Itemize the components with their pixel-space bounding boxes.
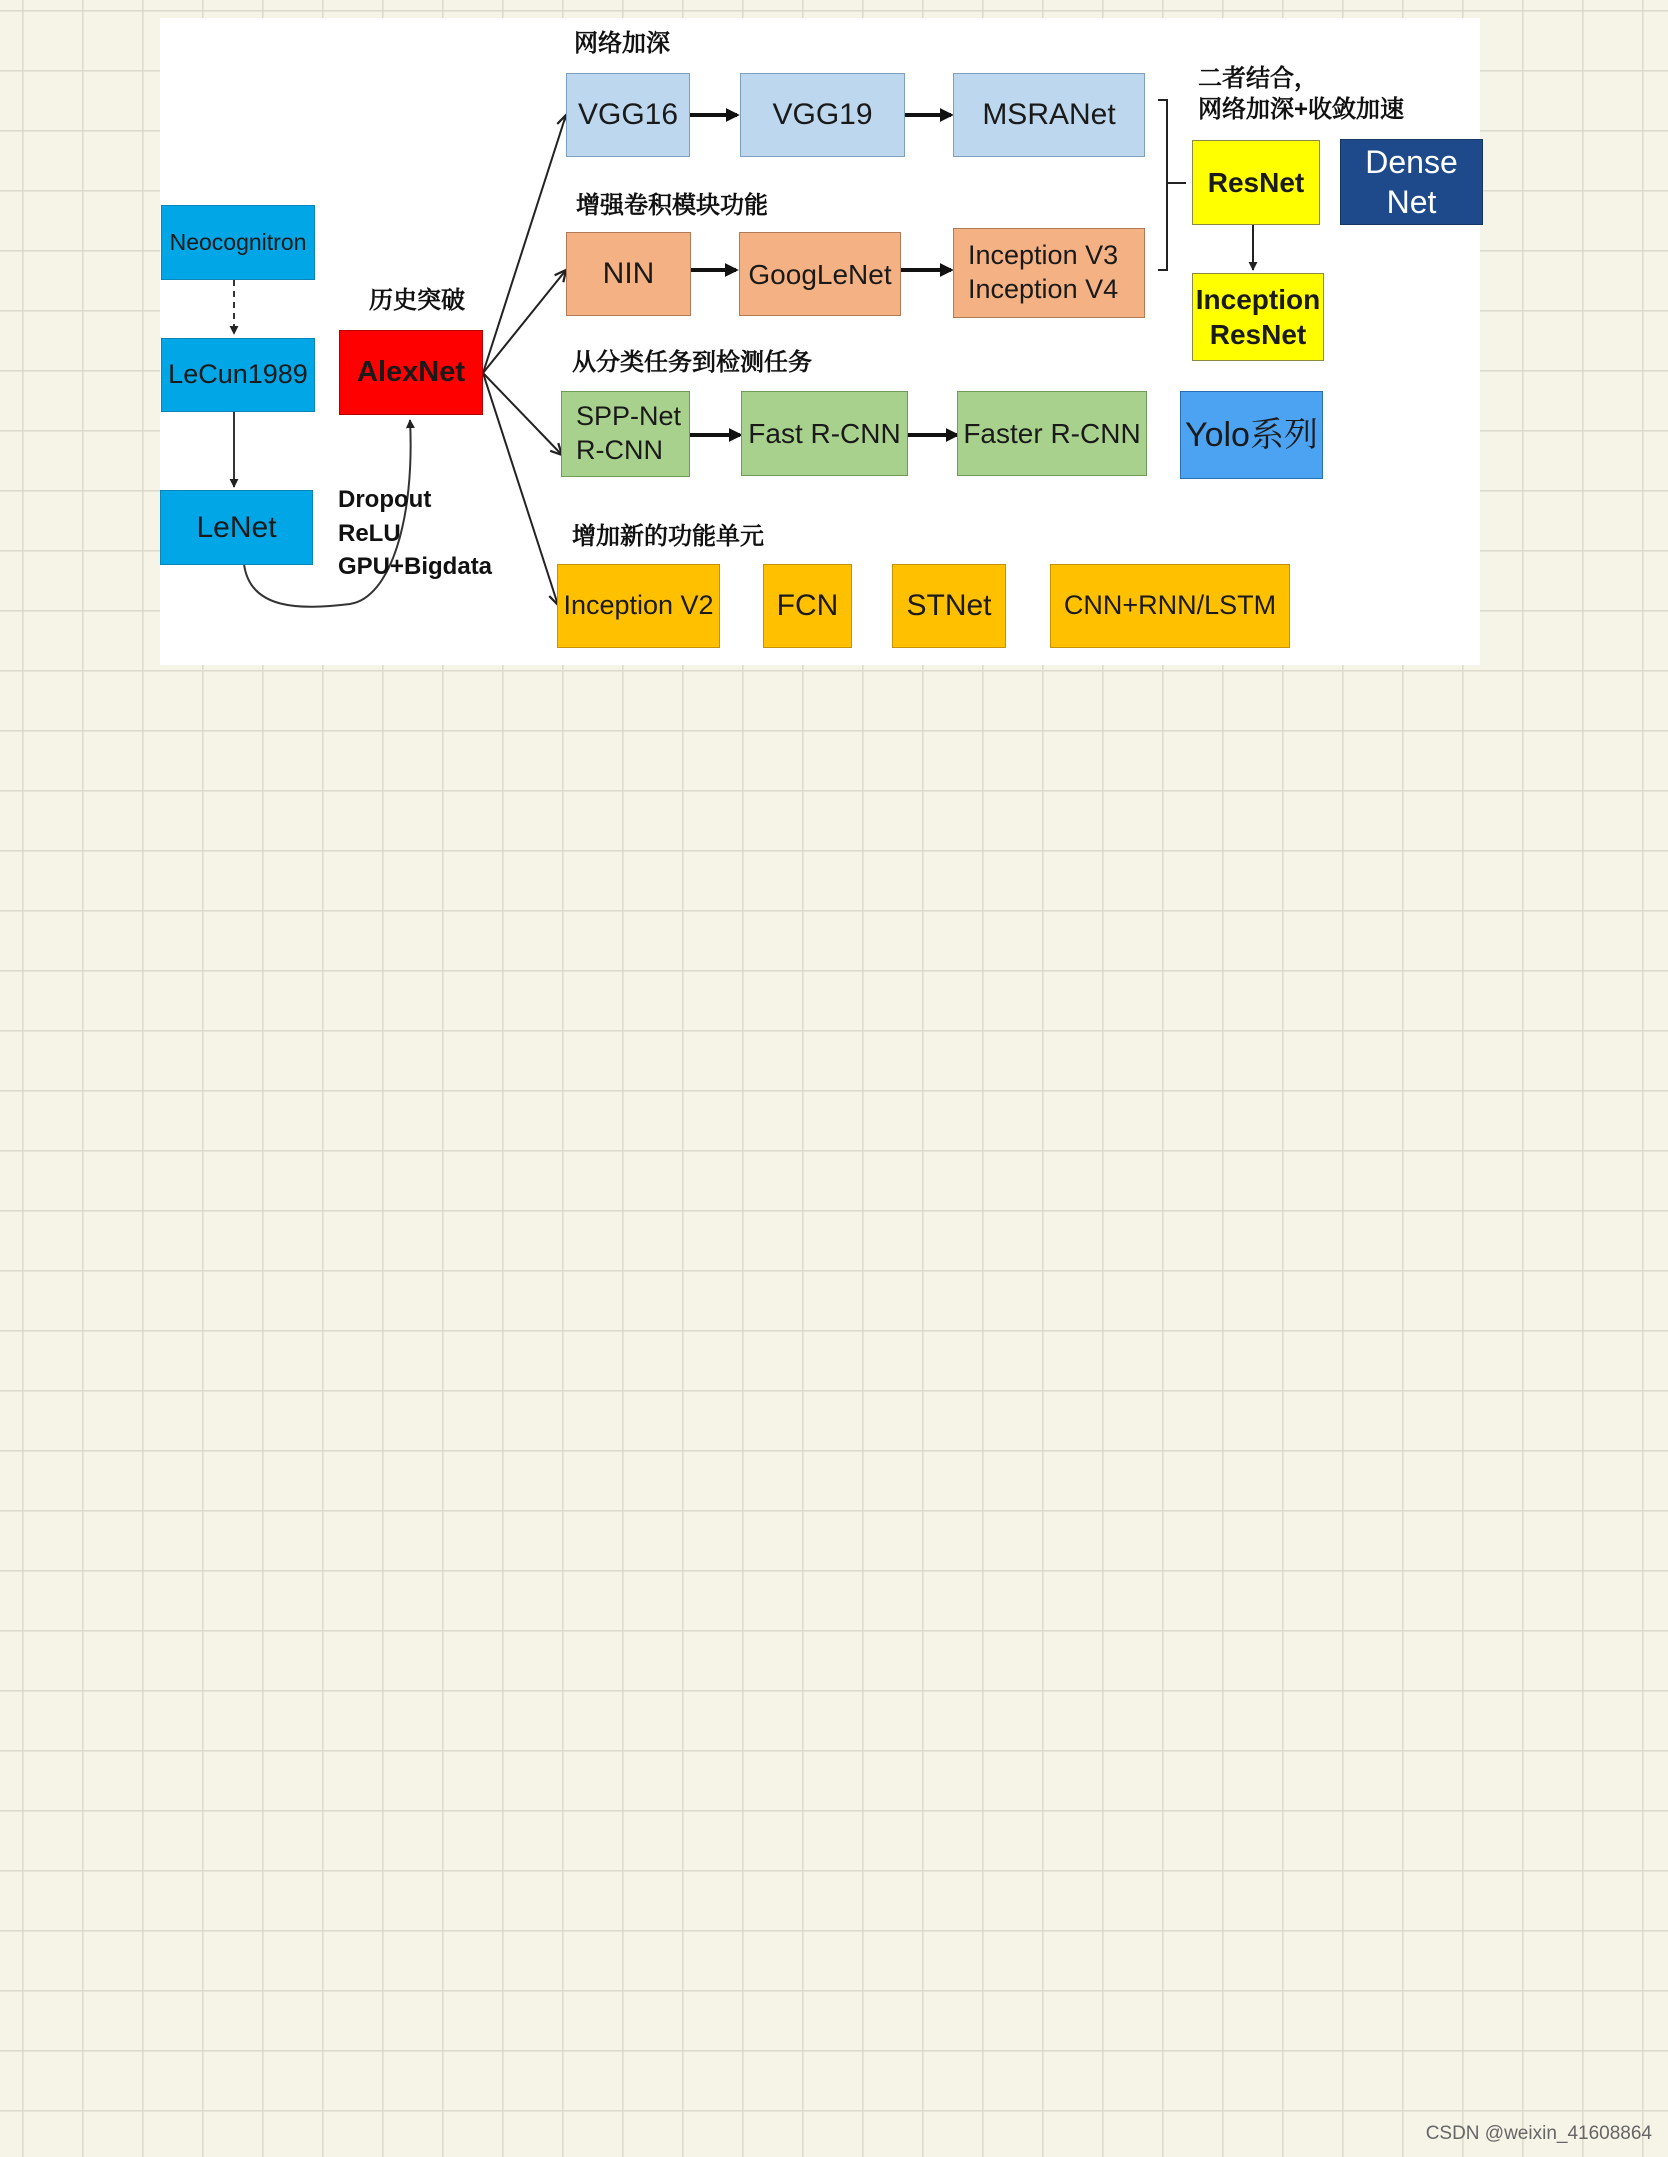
node-vgg16: VGG16 xyxy=(566,73,690,157)
arrow-alexnet-to-nin xyxy=(483,270,566,373)
node-lenet: LeNet xyxy=(160,490,313,565)
arrow-alexnet-to-sppnet xyxy=(483,373,562,455)
node-alexnet: AlexNet xyxy=(339,330,483,415)
arrow-alexnet-to-vgg16 xyxy=(483,115,566,373)
node-lecun1989: LeCun1989 xyxy=(161,338,315,412)
node-faster-rcnn: Faster R-CNN xyxy=(957,391,1147,476)
node-neocognitron: Neocognitron xyxy=(161,205,315,280)
node-nin: NIN xyxy=(566,232,691,316)
node-inception-v3-v4: Inception V3 Inception V4 xyxy=(953,228,1145,318)
node-googlenet: GoogLeNet xyxy=(739,232,901,316)
node-inception-v2: Inception V2 xyxy=(557,564,720,648)
node-inception-resnet: Inception ResNet xyxy=(1192,273,1324,361)
node-fcn: FCN xyxy=(763,564,852,648)
caption-new-units: 增加新的功能单元 xyxy=(572,523,764,550)
caption-detection: 从分类任务到检测任务 xyxy=(572,349,812,376)
combine-bracket xyxy=(1158,100,1186,270)
node-sppnet-rcnn: SPP-Net R-CNN xyxy=(561,391,690,477)
node-stnet: STNet xyxy=(892,564,1006,648)
caption-alexnet-notes: Dropout ReLU GPU+Bigdata xyxy=(338,486,493,581)
caption-breakthrough: 历史突破 xyxy=(369,287,465,314)
node-vgg19: VGG19 xyxy=(740,73,905,157)
caption-combined: 二者结合， 网络加深+收敛加速 xyxy=(1198,65,1405,124)
caption-deeper: 网络加深 xyxy=(574,30,670,57)
caption-conv-module: 增强卷积模块功能 xyxy=(576,192,768,219)
node-msranet: MSRANet xyxy=(953,73,1145,157)
arrow-alexnet-to-inception-v2 xyxy=(483,373,558,605)
node-cnn-rnn-lstm: CNN+RNN/LSTM xyxy=(1050,564,1290,648)
node-fast-rcnn: Fast R-CNN xyxy=(741,391,908,476)
node-resnet: ResNet xyxy=(1192,140,1320,225)
node-yolo: Yolo系列 xyxy=(1180,391,1323,479)
node-densenet: Dense Net xyxy=(1340,139,1483,225)
watermark: CSDN @weixin_41608864 xyxy=(1425,2123,1652,2144)
